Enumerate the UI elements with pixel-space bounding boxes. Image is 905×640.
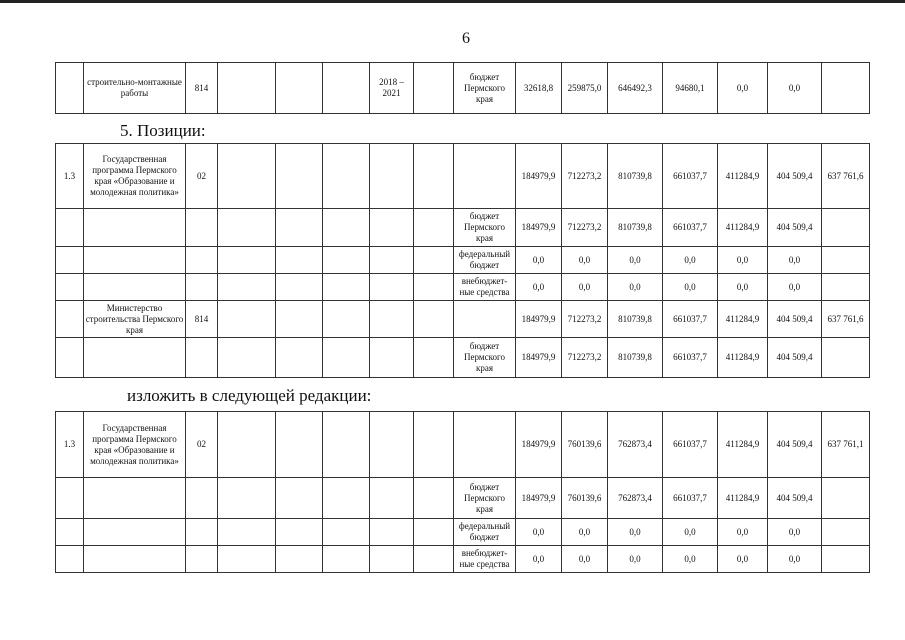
cell-y7 (822, 209, 870, 247)
cell-y3: 762873,4 (608, 412, 663, 478)
cell-y1: 184979,9 (516, 478, 562, 519)
table-row (56, 338, 870, 378)
cell-y2: 712273,2 (562, 209, 608, 247)
cell-y7 (822, 546, 870, 573)
cell-y1: 184979,9 (516, 209, 562, 247)
cell-c8 (414, 478, 454, 519)
cell-source: бюджет Пермского края (454, 209, 516, 247)
cell-y6: 404 509,4 (768, 301, 822, 338)
cell-c6 (323, 338, 370, 378)
heading-new-edition: изложить в следующей редакции: (127, 386, 372, 405)
cell-num (56, 209, 84, 247)
cell-y7: 637 761,6 (822, 301, 870, 338)
cell-source: внебюджет-ные средства (454, 546, 516, 573)
cell-y3: 0,0 (608, 519, 663, 546)
cell-c6 (323, 546, 370, 573)
cell-y2: 760139,6 (562, 478, 608, 519)
cell-name: Министерство строительства Пермского края (84, 301, 186, 338)
cell-y3: 0,0 (608, 274, 663, 301)
cell-y2: 0,0 (562, 247, 608, 274)
cell-y6: 0,0 (768, 247, 822, 274)
cell-y6: 0,0 (768, 63, 822, 114)
cell-y5: 411284,9 (718, 209, 768, 247)
cell-c5 (276, 301, 323, 338)
cell-num (56, 338, 84, 378)
cell-c8 (414, 301, 454, 338)
cell-c6 (323, 247, 370, 274)
cell-y6: 404 509,4 (768, 478, 822, 519)
cell-y2: 259875,0 (562, 63, 608, 114)
cell-source: внебюджет-ные средства (454, 274, 516, 301)
cell-code (186, 247, 218, 274)
cell-y4: 0,0 (663, 519, 718, 546)
cell-period (370, 144, 414, 209)
cell-c6 (323, 478, 370, 519)
table-row (56, 209, 870, 247)
cell-code (186, 519, 218, 546)
cell-period (370, 274, 414, 301)
cell-y4: 661037,7 (663, 209, 718, 247)
cell-y7: 637 761,1 (822, 412, 870, 478)
cell-c5 (276, 519, 323, 546)
cell-c8 (414, 546, 454, 573)
cell-num (56, 478, 84, 519)
cell-y2: 0,0 (562, 546, 608, 573)
cell-source (454, 301, 516, 338)
cell-c8 (414, 274, 454, 301)
cell-c6 (323, 209, 370, 247)
cell-y2: 712273,2 (562, 144, 608, 209)
cell-num: 1.3 (56, 144, 84, 209)
cell-name (84, 274, 186, 301)
table-positions-old (55, 143, 870, 378)
cell-c5 (276, 478, 323, 519)
cell-y1: 0,0 (516, 519, 562, 546)
cell-y4: 661037,7 (663, 301, 718, 338)
cell-num (56, 63, 84, 114)
cell-c4 (218, 209, 276, 247)
cell-c5 (276, 274, 323, 301)
cell-c6 (323, 274, 370, 301)
cell-name (84, 338, 186, 378)
cell-y7 (822, 63, 870, 114)
cell-c5 (276, 546, 323, 573)
cell-y3: 0,0 (608, 247, 663, 274)
cell-y4: 661037,7 (663, 412, 718, 478)
cell-code: 814 (186, 63, 218, 114)
cell-num (56, 301, 84, 338)
cell-period (370, 301, 414, 338)
cell-c6 (323, 301, 370, 338)
cell-c4 (218, 412, 276, 478)
cell-y3: 762873,4 (608, 478, 663, 519)
table-positions-new (55, 411, 870, 573)
cell-y3: 810739,8 (608, 338, 663, 378)
cell-period (370, 546, 414, 573)
cell-y5: 0,0 (718, 546, 768, 573)
cell-c4 (218, 274, 276, 301)
cell-c6 (323, 412, 370, 478)
cell-source: бюджет Пермского края (454, 338, 516, 378)
cell-num (56, 546, 84, 573)
cell-y3: 646492,3 (608, 63, 663, 114)
cell-y6: 0,0 (768, 519, 822, 546)
cell-y7 (822, 247, 870, 274)
cell-y5: 411284,9 (718, 144, 768, 209)
table-row (56, 519, 870, 546)
table-row (56, 144, 870, 209)
table-row (56, 301, 870, 338)
cell-c4 (218, 338, 276, 378)
table-row (56, 63, 870, 114)
cell-period: 2018 – 2021 (370, 63, 414, 114)
cell-y1: 184979,9 (516, 412, 562, 478)
cell-y7 (822, 338, 870, 378)
table-construction-works (55, 62, 870, 114)
cell-y2: 712273,2 (562, 301, 608, 338)
cell-y4: 0,0 (663, 546, 718, 573)
cell-y3: 0,0 (608, 546, 663, 573)
cell-source: федеральный бюджет (454, 519, 516, 546)
cell-c6 (323, 519, 370, 546)
cell-y1: 184979,9 (516, 301, 562, 338)
cell-source: федеральный бюджет (454, 247, 516, 274)
table-row (56, 546, 870, 573)
cell-num (56, 274, 84, 301)
cell-c8 (414, 338, 454, 378)
cell-code: 02 (186, 144, 218, 209)
cell-y5: 0,0 (718, 519, 768, 546)
cell-code: 814 (186, 301, 218, 338)
cell-y6: 404 509,4 (768, 412, 822, 478)
cell-name (84, 478, 186, 519)
cell-y4: 661037,7 (663, 338, 718, 378)
cell-code (186, 546, 218, 573)
cell-c4 (218, 144, 276, 209)
cell-y2: 0,0 (562, 274, 608, 301)
cell-name (84, 546, 186, 573)
cell-y7 (822, 274, 870, 301)
cell-y5: 411284,9 (718, 301, 768, 338)
cell-name (84, 519, 186, 546)
cell-c5 (276, 144, 323, 209)
cell-y4: 661037,7 (663, 478, 718, 519)
table-row (56, 478, 870, 519)
cell-source: бюджет Пермского края (454, 63, 516, 114)
table-row (56, 247, 870, 274)
cell-y6: 0,0 (768, 274, 822, 301)
cell-c5 (276, 63, 323, 114)
cell-period (370, 412, 414, 478)
cell-name: Государственная программа Пермского края «Образование и молодежная политика» (84, 144, 186, 209)
cell-c5 (276, 209, 323, 247)
cell-period (370, 519, 414, 546)
cell-y2: 0,0 (562, 519, 608, 546)
cell-name (84, 209, 186, 247)
cell-c8 (414, 412, 454, 478)
cell-c4 (218, 519, 276, 546)
cell-y5: 0,0 (718, 274, 768, 301)
cell-y5: 411284,9 (718, 478, 768, 519)
cell-c8 (414, 144, 454, 209)
cell-num: 1.3 (56, 412, 84, 478)
cell-c4 (218, 546, 276, 573)
cell-code: 02 (186, 412, 218, 478)
cell-y3: 810739,8 (608, 144, 663, 209)
cell-y6: 0,0 (768, 546, 822, 573)
cell-code (186, 338, 218, 378)
cell-num (56, 247, 84, 274)
cell-y2: 760139,6 (562, 412, 608, 478)
cell-c8 (414, 519, 454, 546)
cell-period (370, 478, 414, 519)
cell-y2: 712273,2 (562, 338, 608, 378)
cell-y1: 184979,9 (516, 144, 562, 209)
cell-code (186, 209, 218, 247)
cell-period (370, 247, 414, 274)
cell-c8 (414, 209, 454, 247)
cell-y1: 0,0 (516, 546, 562, 573)
cell-y5: 411284,9 (718, 338, 768, 378)
cell-name: Государственная программа Пермского края «Образование и молодежная политика» (84, 412, 186, 478)
cell-source: бюджет Пермского края (454, 478, 516, 519)
page-number: 6 (462, 30, 470, 47)
cell-c6 (323, 144, 370, 209)
cell-c4 (218, 301, 276, 338)
cell-y6: 404 509,4 (768, 209, 822, 247)
cell-y5: 0,0 (718, 247, 768, 274)
cell-c6 (323, 63, 370, 114)
cell-source (454, 144, 516, 209)
cell-c8 (414, 63, 454, 114)
table-row (56, 412, 870, 478)
cell-code (186, 274, 218, 301)
cell-y5: 411284,9 (718, 412, 768, 478)
cell-c8 (414, 247, 454, 274)
cell-y7 (822, 478, 870, 519)
cell-y6: 404 509,4 (768, 338, 822, 378)
cell-name (84, 247, 186, 274)
cell-y1: 0,0 (516, 247, 562, 274)
cell-y7: 637 761,6 (822, 144, 870, 209)
cell-y5: 0,0 (718, 63, 768, 114)
cell-c5 (276, 412, 323, 478)
cell-y6: 404 509,4 (768, 144, 822, 209)
cell-y1: 32618,8 (516, 63, 562, 114)
cell-y4: 94680,1 (663, 63, 718, 114)
cell-c4 (218, 63, 276, 114)
cell-c5 (276, 247, 323, 274)
top-border-line (0, 0, 905, 3)
cell-source (454, 412, 516, 478)
cell-y3: 810739,8 (608, 209, 663, 247)
cell-period (370, 209, 414, 247)
cell-y4: 0,0 (663, 274, 718, 301)
heading-positions: 5. Позиции: (120, 121, 206, 140)
cell-y4: 0,0 (663, 247, 718, 274)
cell-num (56, 519, 84, 546)
table-row (56, 274, 870, 301)
cell-period (370, 338, 414, 378)
cell-code (186, 478, 218, 519)
cell-y7 (822, 519, 870, 546)
cell-c5 (276, 338, 323, 378)
cell-c4 (218, 247, 276, 274)
cell-name: строительно-монтажные работы (84, 63, 186, 114)
cell-y3: 810739,8 (608, 301, 663, 338)
cell-y1: 0,0 (516, 274, 562, 301)
cell-y1: 184979,9 (516, 338, 562, 378)
cell-c4 (218, 478, 276, 519)
cell-y4: 661037,7 (663, 144, 718, 209)
